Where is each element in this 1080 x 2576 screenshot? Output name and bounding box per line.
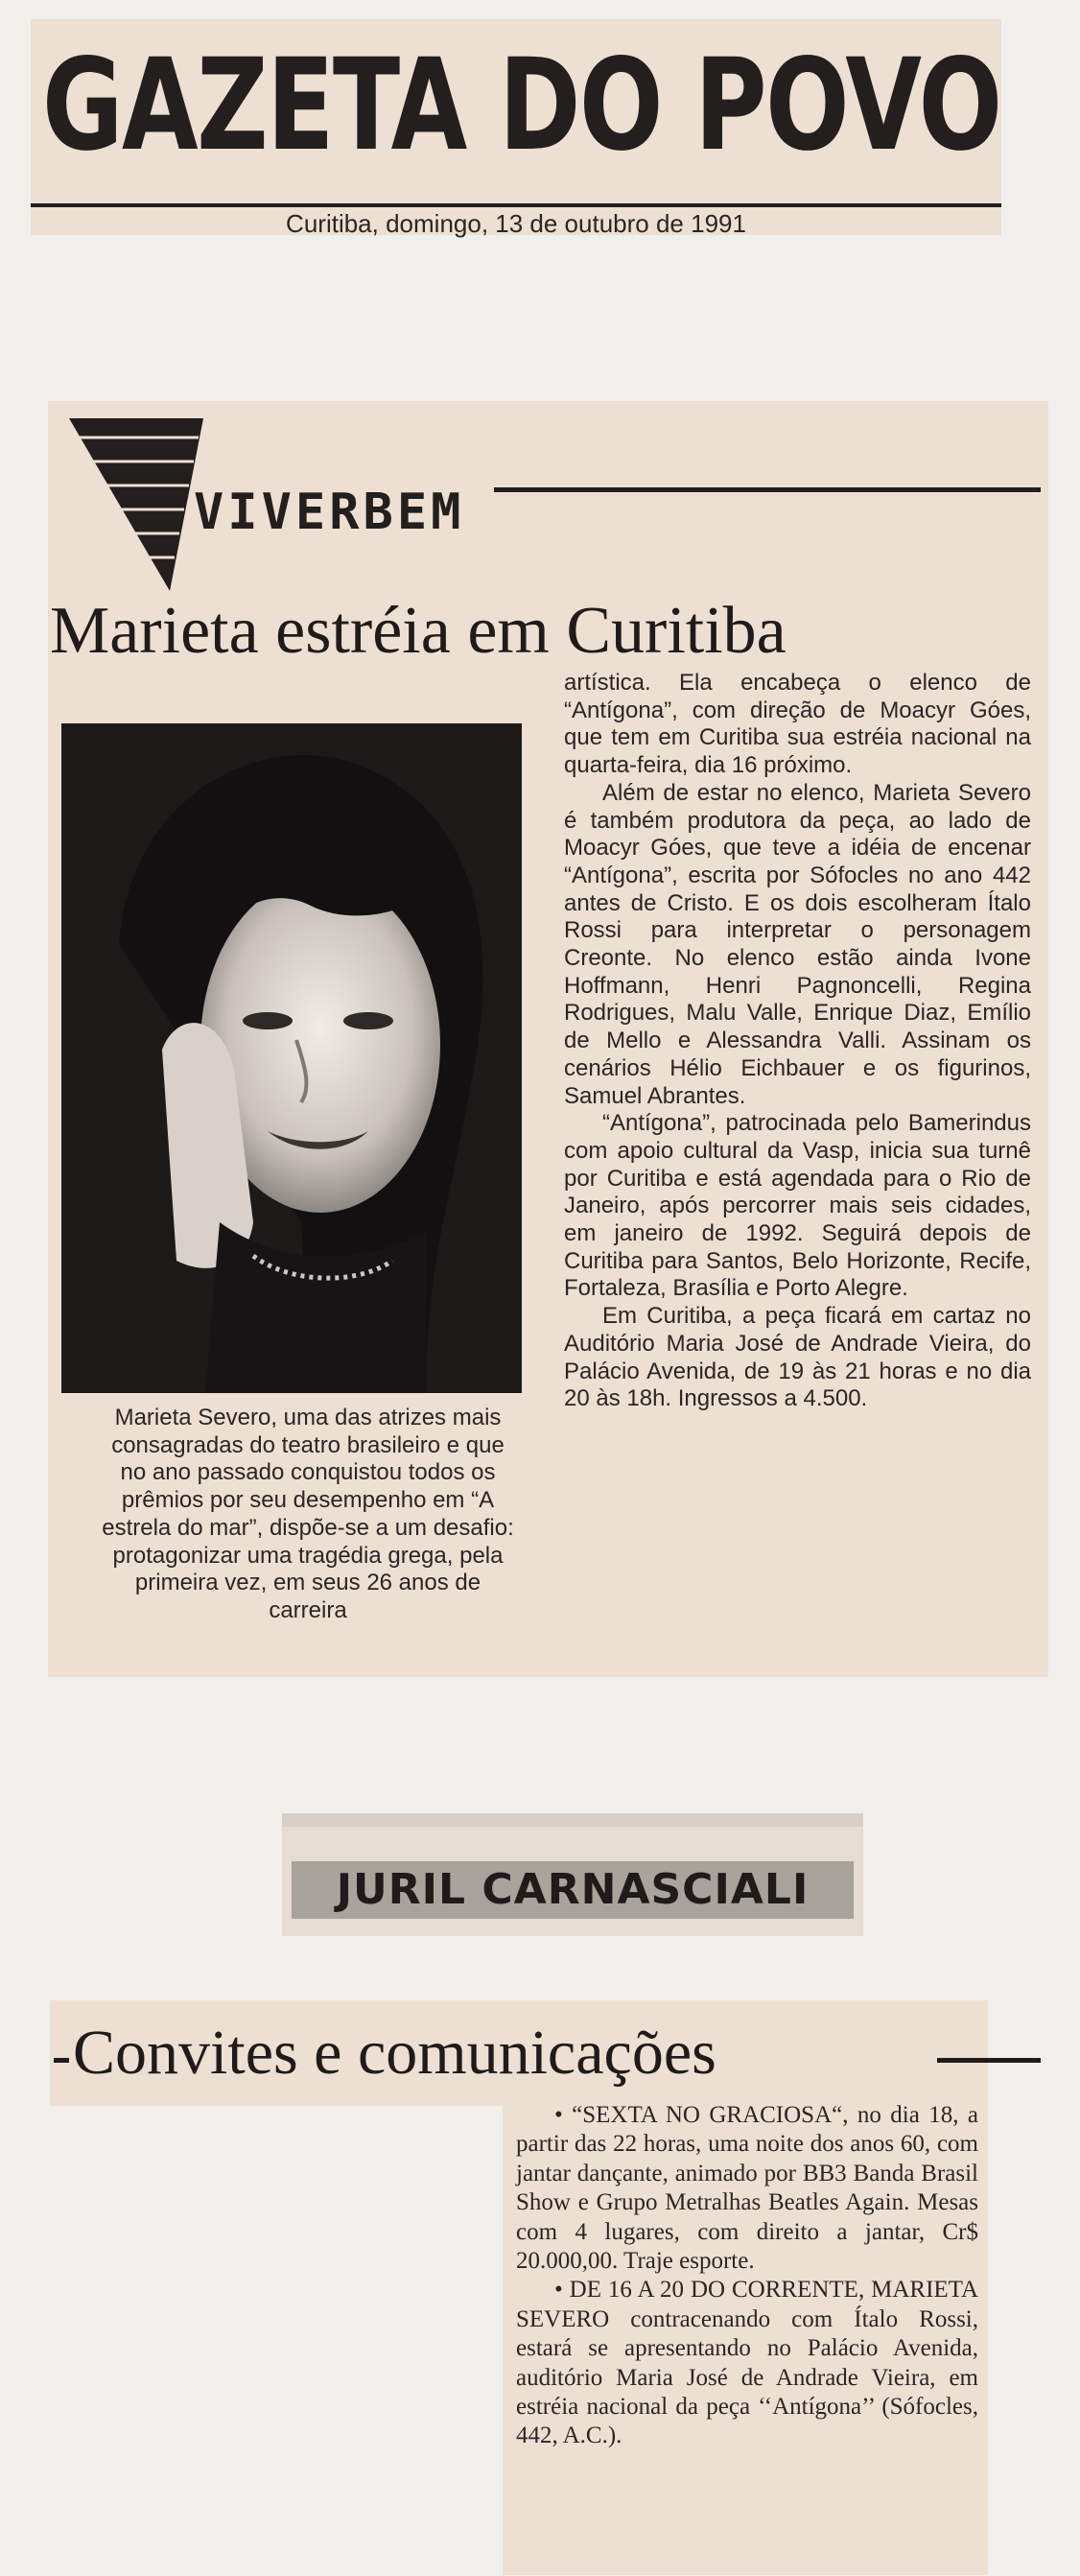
section-name: VIVERBEM (194, 484, 465, 541)
newspaper-title: GAZETA DO POVO (42, 32, 1001, 179)
columnist-name: JURIL CARNASCIALI (292, 1861, 854, 1919)
triangle-logo-icon (69, 409, 203, 591)
list-item: • DE 16 A 20 DO CORRENTE, MARIETA SEVERO contracenando com Ítalo Rossi, estará se apresentando no Palácio Avenida, auditório Maria José de Andrade Vieira, em estréia nacional da peça ‘‘Antígona’’ (Sófocles, 442, A.C.). (516, 2277, 978, 2449)
heading-dash-right (937, 2058, 1041, 2063)
convites-body-clipping (503, 2099, 988, 2575)
section-logo (69, 409, 481, 591)
article-left-column (96, 1405, 520, 1625)
article-right-column (564, 670, 1031, 1413)
masthead-rule (31, 203, 1001, 207)
section-rule (494, 487, 1041, 492)
paragraph: Marieta Severo, uma das atrizes mais consagradas do teatro brasileiro e que no ano passado conquistou todos os prêmios por seu desempenho em “A estrela do mar”, dispõe-se a um desafio: protagonizar uma tragédia grega, pela primeira vez, em seus 26 anos de carreira (102, 1405, 514, 1623)
heading-dash-left (54, 2058, 69, 2063)
headline: Marieta estréia em Curitiba (50, 594, 787, 668)
paragraph: Em Curitiba, a peça ficará em cartaz no Auditório Maria José de Andrade Vieira, do Palácio Avenida, de 19 às 21 horas e no dia 20 às 18h. Ingressos a 4.500. (564, 1303, 1031, 1412)
paragraph: “Antígona”, patrocinada pelo Bamerindus com apoio cultural da Vasp, inicia sua turnê por Curitiba e está agendada para o Rio de Janeiro, após percorrer mais seis cidades, em janeiro de 1992. Seguirá depois de Curitiba para Santos, Belo Horizonte, Recife, Fortaleza, Brasília e Porto Alegre. (564, 1110, 1031, 1302)
convites-heading: Convites e comunicações (73, 2018, 716, 2088)
paragraph: artística. Ela encabeça o elenco de “Antígona”, com direção de Moacyr Góes, que tem em Curitiba sua estréia nacional na quarta-feira, dia 16 próximo. (564, 670, 1031, 779)
portrait-photo (61, 723, 522, 1393)
list-item: • “SEXTA NO GRACIOSA“, no dia 18, a partir das 22 horas, uma noite dos anos 60, com jantar dançante, animado por BB3 Banda Brasil Show e Grupo Metralhas Beatles Again. Mesas com 4 lugares, com direito a jantar, Cr$ 20.000,00. Traje esporte. (516, 2102, 978, 2275)
convites-column (516, 2101, 978, 2451)
masthead-clipping (31, 19, 1001, 238)
columnist-banner (282, 1813, 863, 1936)
banner-top-strip (282, 1813, 863, 1827)
article-clipping (48, 401, 1048, 1677)
convites-heading-clipping (50, 2000, 988, 2106)
paragraph: Além de estar no elenco, Marieta Severo é também produtora da peça, ao lado de Moacyr Góes, que teve a idéia de encenar “Antígona”, escrita por Sófocles no ano 442 antes de Cristo. E os dois escolheram Ítalo Rossi para interpretar o personagem Creonte. No elenco estão ainda Ivone Hoffmann, Henri Pagnoncelli, Regina Rodrigues, Malu Valle, Enrique Diaz, Emílio de Mello e Alessandra Valli. Assinam os cenários Hélio Eichbauer e os figurinos, Samuel Abrantes. (564, 779, 1031, 1109)
dateline: Curitiba, domingo, 13 de outubro de 1991 (286, 209, 746, 238)
